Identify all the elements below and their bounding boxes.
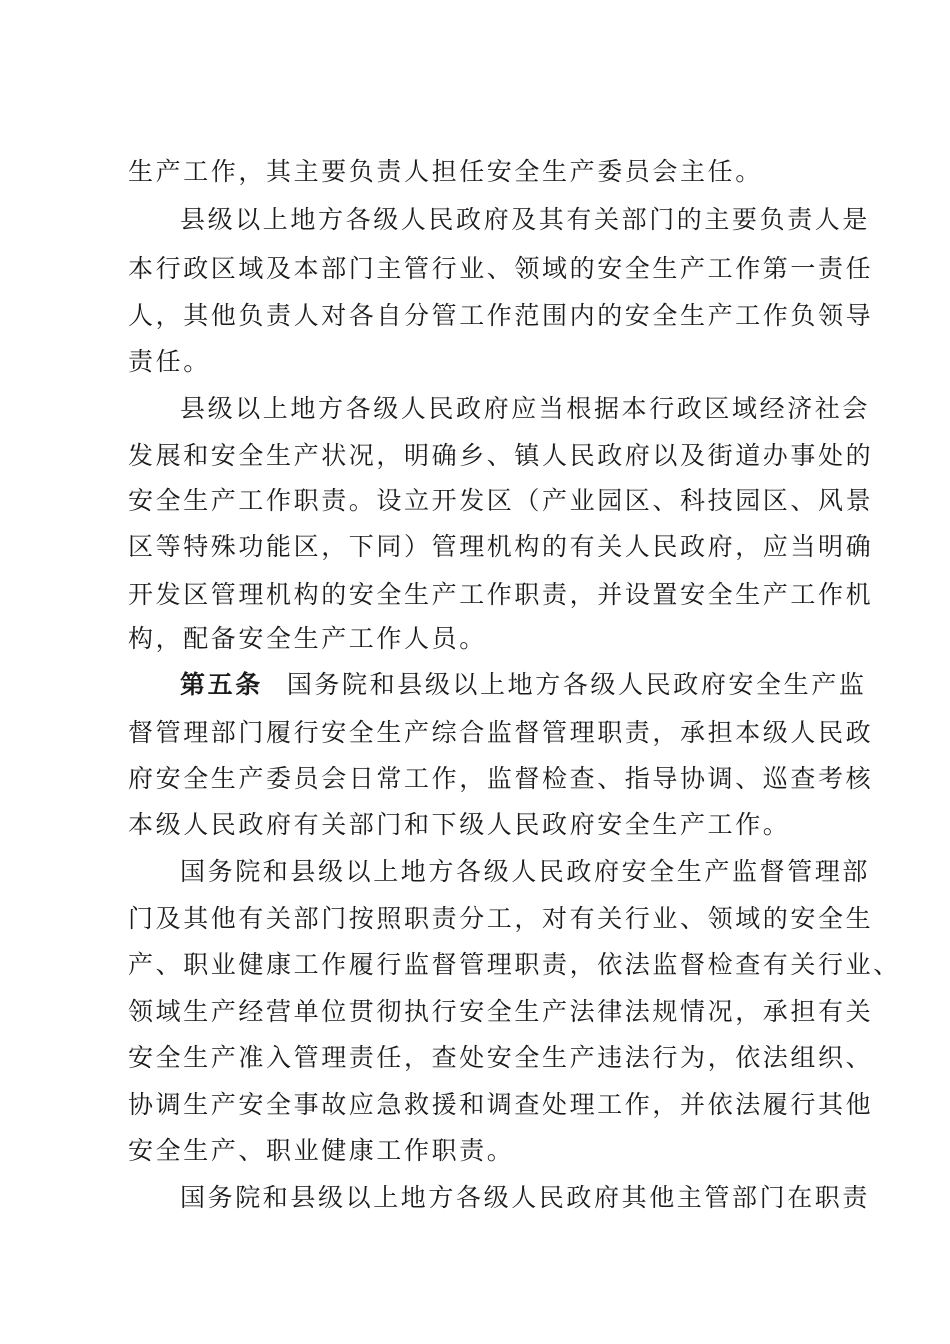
text-line: 开发区管理机构的安全生产工作职责，并设置安全生产工作机 (128, 580, 874, 609)
text-line: 县级以上地方各级人民政府应当根据本行政区域经济社会 (180, 394, 871, 423)
text-line: 府安全生产委员会日常工作，监督检查、指导协调、巡查考核 (128, 764, 874, 793)
text-line: 督管理部门履行安全生产综合监督管理职责，承担本级人民政 (128, 718, 874, 747)
article-heading: 第五条 (180, 670, 263, 699)
text-line: 产、职业健康工作履行监督管理职责，依法监督检查有关行业、 (128, 950, 901, 979)
text-line: 国务院和县级以上地方各级人民政府安全生产监 (286, 670, 867, 699)
text-line: 责任。 (128, 347, 211, 376)
article-5-line (180, 670, 866, 700)
text-line: 国务院和县级以上地方各级人民政府安全生产监督管理部 (180, 857, 871, 886)
text-line: 本级人民政府有关部门和下级人民政府安全生产工作。 (128, 810, 791, 839)
text-line: 门及其他有关部门按照职责分工，对有关行业、领域的安全生 (128, 904, 874, 933)
text-line: 生产工作，其主要负责人担任安全生产委员会主任。 (128, 157, 763, 186)
text-line: 区等特殊功能区，下同）管理机构的有关人民政府，应当明确 (128, 532, 874, 561)
text-line: 县级以上地方各级人民政府及其有关部门的主要负责人是 (180, 205, 871, 234)
text-line: 安全生产工作职责。设立开发区（产业园区、科技园区、风景 (128, 486, 874, 515)
text-line: 本行政区域及本部门主管行业、领域的安全生产工作第一责任 (128, 254, 874, 283)
text-line: 国务院和县级以上地方各级人民政府其他主管部门在职责 (180, 1183, 871, 1212)
text-line: 发展和安全生产状况，明确乡、镇人民政府以及街道办事处的 (128, 441, 874, 470)
text-line: 领域生产经营单位贯彻执行安全生产法律法规情况，承担有关 (128, 997, 874, 1026)
text-line: 协调生产安全事故应急救援和调查处理工作，并依法履行其他 (128, 1090, 874, 1119)
text-line: 构，配备安全生产工作人员。 (128, 624, 487, 653)
text-line: 安全生产、职业健康工作职责。 (128, 1136, 515, 1165)
text-line: 安全生产准入管理责任，查处安全生产违法行为，依法组织、 (128, 1043, 874, 1072)
text-line: 人，其他负责人对各自分管工作范围内的安全生产工作负领导 (128, 301, 874, 330)
